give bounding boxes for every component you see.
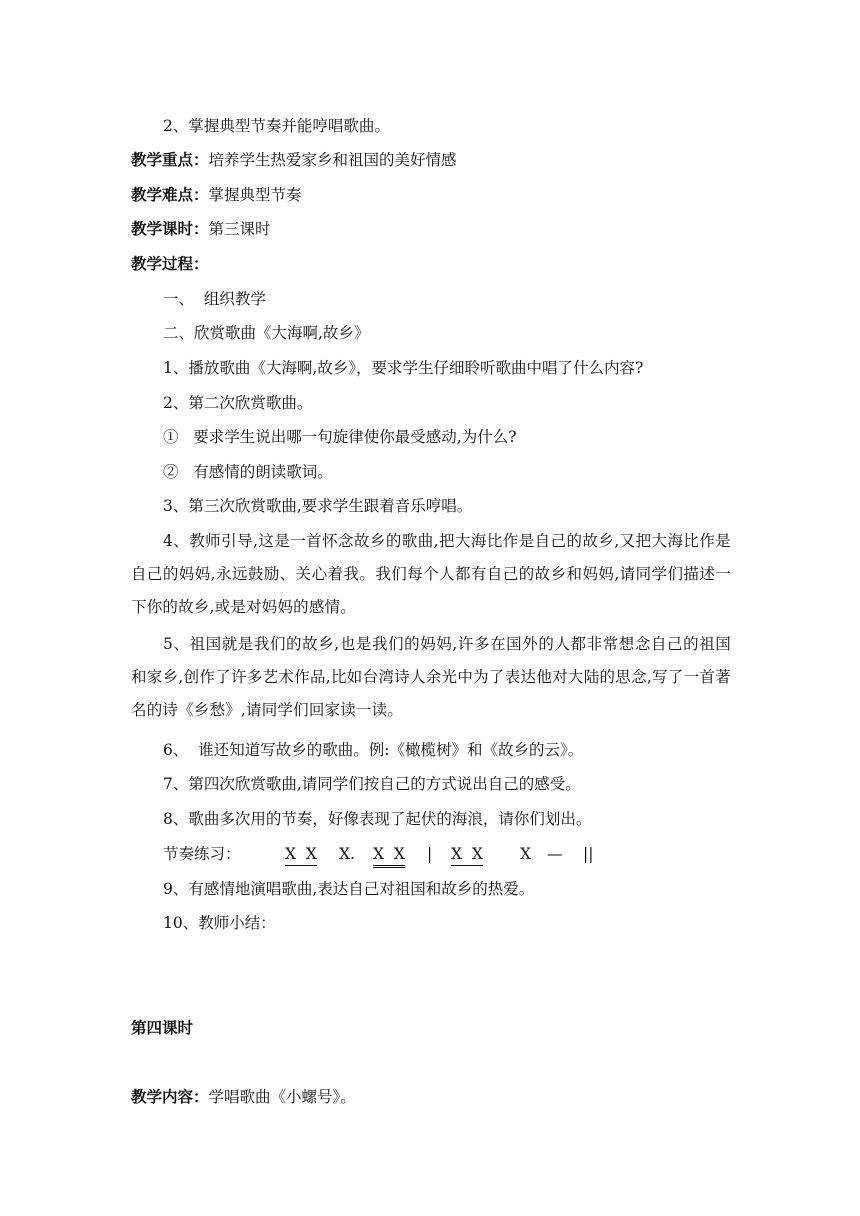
content-label: 教学内容： [131,1088,209,1106]
key-point-text: 培养学生热爱家乡和祖国的美好情感 [208,151,457,169]
rhythm-dash: — [547,845,563,863]
step-appreciate: 二、欣赏歌曲《大海啊,故乡》 [163,324,370,342]
step-10: 10、教师小结： [163,914,276,932]
step-3: 3、第三次欣赏歌曲,要求学生跟着音乐哼唱。 [163,497,473,515]
step-1: 1、播放歌曲《大海啊,故乡》，要求学生仔细聆听歌曲中唱了什么内容? [163,359,644,377]
step-6: 6、 谁还知道写故乡的歌曲。例:《橄榄树》和《故乡的云》。 [163,741,584,759]
difficulty-label: 教学难点： [131,186,209,204]
period-text: 第三课时 [208,220,271,238]
period-row [131,218,271,240]
content-text: 学唱歌曲《小螺号》。 [208,1088,356,1106]
difficulty-row [131,184,302,206]
step-9: 9、有感情地演唱歌曲,表达自己对祖国和故乡的热爱。 [163,880,535,898]
objective-2: 2、掌握典型节奏并能哼唱歌曲。 [163,117,390,135]
period-label: 教学课时： [131,220,209,238]
rhythm-label: 节奏练习： [163,845,241,863]
section-title: 第四课时 [131,1019,194,1037]
step-5-paragraph: 5、祖国就是我们的故乡,也是我们的妈妈,许多在国外的人都非常想念自己的祖国和家乡,创作了许多艺术作品,比如台湾诗人余光中为了表达他对大陆的思念,写了一首著名的诗《乡愁》,请同学们回家读一读。 [131,635,731,719]
content-row [131,1086,356,1108]
difficulty-text: 掌握典型节奏 [208,186,302,204]
key-point-label: 教学重点： [131,151,209,169]
step-4-paragraph: 4、教师引导,这是一首怀念故乡的歌曲,把大海比作是自己的故乡,又把大海比作是自己的妈妈,永远鼓励、关心着我。我们每个人都有自己的故乡和妈妈,请同学们描述一下你的故乡,或是对妈妈的感情。 [131,532,731,616]
rhythm-note-5: X [520,845,532,863]
step-2-sub-1: ① 要求学生说出哪一句旋律使你最受感动,为什么? [163,428,517,446]
step-organize: 一、 组织教学 [163,290,266,308]
rhythm-note-3: X X [373,843,405,868]
rhythm-note-1: X X [285,843,317,866]
step-8: 8、歌曲多次用的节奏，好像表现了起伏的海浪，请你们划出。 [163,810,592,828]
step-2: 2、第二次欣赏歌曲。 [163,394,313,412]
rhythm-note-4: X X [451,843,483,866]
rhythm-barline: | [427,845,433,863]
key-point-row [131,149,457,171]
rhythm-note-2: X. [339,845,355,863]
step-7: 7、第四次欣赏歌曲,请同学们按自己的方式说出自己的感受。 [163,775,581,793]
process-heading: 教学过程： [131,255,209,273]
step-2-sub-2: ② 有感情的朗读歌词。 [163,463,333,481]
rhythm-end-barline: || [583,845,594,863]
